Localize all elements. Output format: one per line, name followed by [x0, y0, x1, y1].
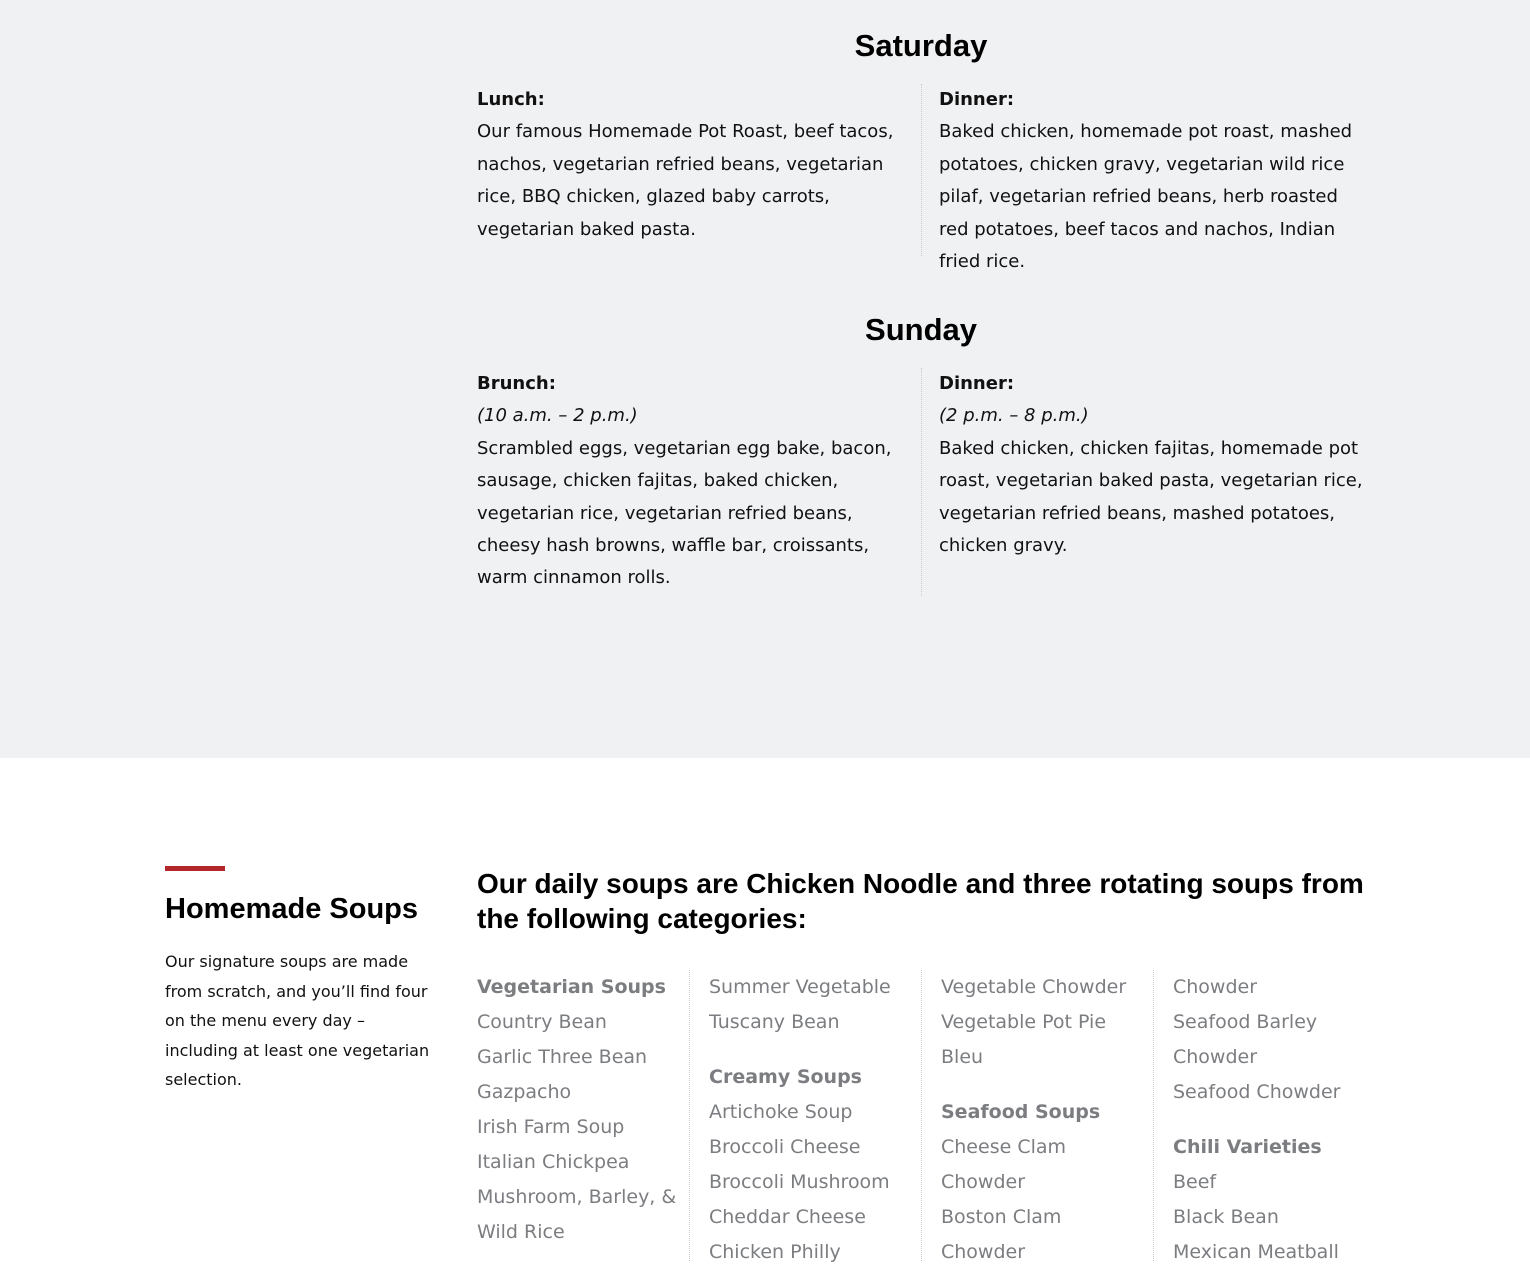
sunday-heading: Sunday: [865, 312, 977, 347]
soup-category-heading: Chili Varieties: [1173, 1136, 1322, 1158]
soup-item: Mushroom, Barley, &: [477, 1186, 677, 1208]
column-divider: [921, 84, 922, 256]
soup-item: Chowder: [941, 1171, 1026, 1193]
soup-item: Seafood Chowder: [1173, 1081, 1341, 1103]
soup-category-heading: Seafood Soups: [941, 1101, 1101, 1123]
soups-heading: Homemade Soups: [165, 893, 418, 925]
saturday-dinner: [939, 84, 1369, 278]
column-divider: [1153, 970, 1154, 1261]
meal-hours: (10 a.m. – 2 p.m.): [477, 405, 638, 427]
meal-hours: (2 p.m. – 8 p.m.): [939, 405, 1089, 427]
soup-item: Beef: [1173, 1171, 1217, 1193]
soup-item: Chowder: [1173, 1046, 1258, 1068]
soups-intro-text: Our signature soups are made from scratch, and you’ll find four on the menu every day – including at least one vegetarian selection.: [165, 952, 430, 1090]
meal-description: Our famous Homemade Pot Roast, beef tacos, nachos, vegetarian refried beans, vegetarian rice, BBQ chicken, glazed baby carrots, vegetarian baked pasta.: [477, 121, 894, 240]
soup-column-1: [477, 970, 692, 1250]
sunday-dinner: [939, 368, 1369, 562]
soup-item: Garlic Three Bean: [477, 1046, 648, 1068]
soup-item: Mexican Meatball: [1173, 1241, 1339, 1263]
soup-item: Gazpacho: [477, 1081, 572, 1103]
soup-item: Boston Clam: [941, 1206, 1062, 1228]
soup-category-heading: Vegetarian Soups: [477, 976, 666, 998]
soup-item: Wild Rice: [477, 1221, 565, 1243]
soup-item: Cheddar Cheese: [709, 1206, 866, 1228]
meal-label: Dinner:: [939, 89, 1015, 110]
soup-item: Chowder: [1173, 976, 1258, 998]
saturday-lunch: [477, 84, 907, 246]
soup-item: Vegetable Chowder: [941, 976, 1127, 998]
meal-description: Baked chicken, homemade pot roast, mashed potatoes, chicken gravy, vegetarian wild rice pilaf, vegetarian refried beans, herb roasted red potatoes, beef tacos and nachos, Indian fried rice.: [939, 121, 1353, 273]
column-divider: [921, 368, 922, 596]
soup-item: Country Bean: [477, 1011, 607, 1033]
soup-item: Chicken Philly: [709, 1241, 841, 1263]
column-divider: [689, 970, 690, 1261]
soup-column-4: [1173, 970, 1388, 1270]
meal-label: Lunch:: [477, 89, 545, 110]
meal-label: Dinner:: [939, 373, 1015, 394]
soup-item: Chowder: [941, 1241, 1026, 1263]
soups-categories-heading: Our daily soups are Chicken Noodle and three rotating soups from the following categories:: [477, 868, 1364, 934]
saturday-heading: Saturday: [854, 28, 988, 63]
soup-category-heading: Creamy Soups: [709, 1066, 862, 1088]
soup-item: Seafood Barley: [1173, 1011, 1318, 1033]
soup-item: Bleu: [941, 1046, 984, 1068]
soup-item: Tuscany Bean: [709, 1011, 840, 1033]
column-divider: [921, 970, 922, 1261]
accent-bar: [165, 866, 225, 871]
meal-description: Scrambled eggs, vegetarian egg bake, bacon, sausage, chicken fajitas, baked chicken, vegetarian rice, vegetarian refried beans, cheesy hash browns, waffle bar, croissants, warm cinnamon rolls.: [477, 437, 892, 589]
sunday-brunch: [477, 368, 907, 595]
soup-item: Summer Vegetable: [709, 976, 891, 998]
meal-description: Baked chicken, chicken fajitas, homemade pot roast, vegetarian baked pasta, vegetarian rice, vegetarian refried beans, mashed potatoes, chicken gravy.: [939, 437, 1363, 557]
soup-item: Artichoke Soup: [709, 1101, 853, 1123]
soup-item: Black Bean: [1173, 1206, 1279, 1228]
soup-item: Vegetable Pot Pie: [941, 1011, 1107, 1033]
soup-column-3: [941, 970, 1156, 1270]
meal-label: Brunch:: [477, 373, 556, 394]
soup-item: Cheese Clam: [941, 1136, 1067, 1158]
soup-item: Italian Chickpea: [477, 1151, 630, 1173]
soup-column-2: [709, 970, 924, 1270]
soup-item: Broccoli Mushroom: [709, 1171, 890, 1193]
soup-item: Irish Farm Soup: [477, 1116, 625, 1138]
soup-item: Broccoli Cheese: [709, 1136, 861, 1158]
